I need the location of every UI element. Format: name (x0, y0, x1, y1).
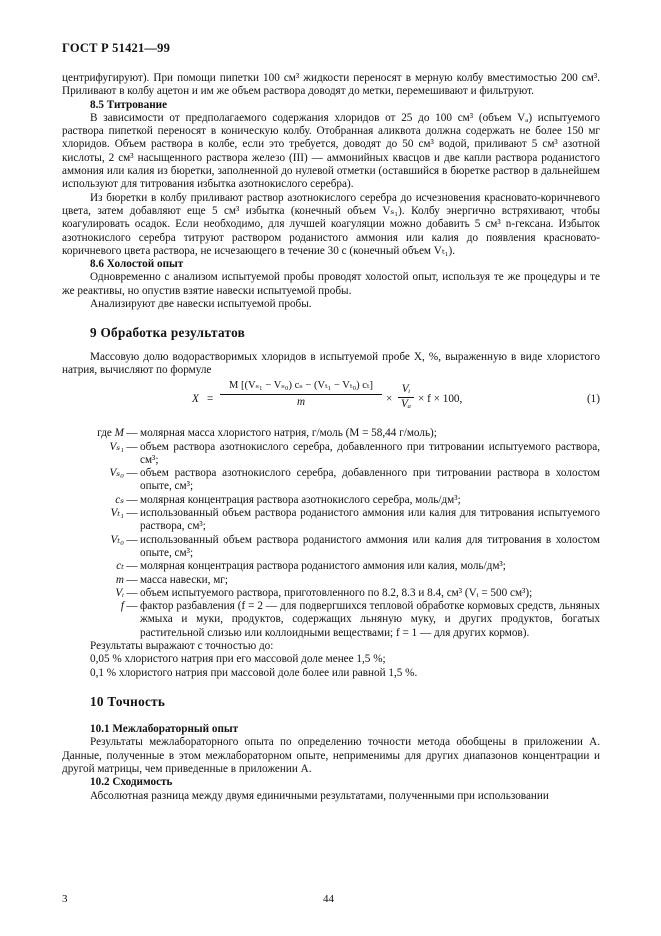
paragraph: Одновременно с анализом испытуемой пробы проводят холостой опыт, используя те же процедуры и те же реактивы, но опустив взятие навески испытуемой пробы. (62, 271, 600, 297)
definition-item (62, 574, 600, 587)
formula-rest: × f × 100, (418, 393, 463, 406)
footer-label: 3 (62, 893, 68, 905)
paragraph: Из бюретки в колбу приливают раствор азотнокислого серебра до исчезновения красновато-коричневого цвета, затем добавляют еще 5 см³ избытка (конечный объем Vₛ₁). Колбу энергично встряхивают, чтобы коагулировать осадок. Если необходимо, для лучшей коагуляции можно добавить 5 см³ n-гексана. Избыток азотнокислого серебра титруют раствором роданистого аммония или калия до появления красновато-коричневого цвета раствора, не исчезающего в течение 30 с (конечный объем Vₜ₁). (62, 191, 600, 257)
definition-dash: — (126, 560, 138, 573)
definition-symbol: m (115, 573, 124, 586)
definition-text: масса навески, мг; (140, 573, 228, 586)
definition-dash: — (126, 533, 138, 546)
definition-text: объем раствора азотнокислого серебра, добавленного при титровании испытуемого раствора, см³; (140, 440, 600, 466)
definition-item (62, 587, 600, 600)
definition-item (62, 494, 600, 507)
subsection-title: 8.6 Холостой опыт (90, 258, 184, 271)
paragraph: Абсолютная разница между двумя единичными результатами, полученными при использовании (90, 789, 549, 802)
definition-item (62, 600, 600, 640)
standard-header: ГОСТ Р 51421—99 (62, 41, 171, 55)
subsection-title: 10.2 Сходимость (90, 776, 173, 789)
definition-dash: — (126, 507, 138, 520)
definition-item (62, 427, 600, 440)
definitions-list (62, 427, 600, 640)
paragraph: 0,1 % хлористого натрия при массовой доле более или равной 1,5 %. (90, 666, 418, 679)
definition-symbol: Vₜ₀ (110, 533, 124, 546)
section-heading: 10 Точность (90, 693, 166, 709)
section-heading: 9 Обработка результатов (90, 325, 246, 341)
definition-item (62, 441, 600, 468)
definition-item (62, 507, 600, 534)
definition-text: объем испытуемого раствора, приготовленного по 8.2, 8.3 и 8.4, см³ (Vᵢ = 500 см³); (140, 586, 533, 599)
definition-text: объем раствора азотнокислого серебра, добавленного при титровании раствора в холостом опыте, см³; (140, 467, 600, 493)
definition-dash: — (126, 573, 138, 586)
definition-text: фактор разбавления (f = 2 — для подвергшихся тепловой обработке кормовых средств, льняных жмыха и муки, продуктов, содержащих льняную муку, и других продуктов, богатых растительной слизью или коллоидными веществами; f = 1 — для других кормов). (140, 600, 600, 639)
definition-text: молярная масса хлористого натрия, г/моль (M = 58,44 г/моль); (140, 427, 437, 440)
formula-times: × (386, 393, 393, 406)
definition-symbol: f (120, 600, 124, 613)
page-number: 44 (323, 893, 334, 905)
definition-item (62, 534, 600, 561)
definition-dash: — (126, 586, 138, 599)
definition-dash: — (126, 493, 138, 506)
definition-symbol: Vₛ₁ (109, 440, 124, 453)
paragraph: Результаты межлабораторного опыта по определению точности метода обобщены в приложении А. Данные, полученные в этом межлабораторном опыте, неприменимы для других диапазонов концентрации и другой матрицы, чем приведенные в приложении А. (62, 736, 600, 776)
definition-dash: — (126, 427, 138, 440)
formula-equals: = (207, 393, 214, 406)
paragraph: центрифугируют). При помощи пипетки 100 см³ жидкости переносят в мерную колбу вместимостью 200 см³. Приливают в колбу ацетон и им же объем раствора доводят до метки, перемешивают и фильтруют. (62, 72, 600, 98)
definition-text: молярная концентрация раствора азотнокислого серебра, моль/дм³; (140, 493, 461, 506)
ratio-denominator: Vₐ (400, 397, 412, 410)
formula-fraction (220, 379, 382, 409)
paragraph: Анализируют две навески испытуемой пробы. (90, 298, 312, 311)
subsection-title: 8.5 Титрование (90, 98, 168, 111)
definition-symbol: M (114, 427, 124, 440)
definition-symbol: Vₛ₀ (109, 467, 124, 480)
definition-dash: — (126, 467, 138, 480)
definition-text: молярная концентрация раствора роданистого аммония или калия, моль/дм³; (140, 560, 506, 573)
definition-symbol: Vᵢ (115, 586, 124, 599)
definition-symbol: cₜ (116, 560, 124, 573)
definition-item (62, 467, 600, 494)
formula-number: (1) (586, 393, 600, 406)
definition-symbol: cₛ (115, 493, 124, 506)
paragraph: Массовую долю водорастворимых хлоридов в испытуемой пробе X, %, выраженную в виде хлористого натрия, вычисляют по формуле (62, 350, 600, 376)
subsection-title: 10.1 Межлабораторный опыт (90, 723, 239, 736)
paragraph: Результаты выражают с точностью до: (90, 639, 274, 652)
definition-dash: — (126, 440, 138, 453)
paragraph: В зависимости от предполагаемого содержания хлоридов от 25 до 100 см³ (объем Vₐ) испытуемого раствора пипеткой переносят в коническую колбу. Отобранная аликвота должна содержать не более 150 мг хлоридов. Объем раствора в колбе, если это требуется, доводят до 50 см³ водой, приливают 5 см³ азотной кислоты, 2 см³ насыщенного раствора железо (III) — аммонийных квасцов и две капли раствора роданистого аммония или калия из бюретки, заполненной до нулевой отметки (оставшийся в бюретке раствор в дальнейшем используют для титрования избытка азотнокислого серебра). (62, 111, 600, 191)
paragraph: 0,05 % хлористого натрия при его массовой доле менее 1,5 %; (90, 653, 386, 666)
document-body (62, 72, 600, 803)
definition-symbol: Vₜ₁ (110, 507, 124, 520)
formula (62, 379, 600, 423)
formula-volume-ratio (398, 383, 414, 411)
where-label: где (97, 427, 112, 440)
ratio-numerator: Vᵢ (398, 383, 414, 397)
definition-item (62, 560, 600, 573)
formula-denominator: m (296, 395, 306, 408)
formula-lhs: X (192, 393, 199, 406)
definition-text: использованный объем раствора роданистого аммония или калия для титрования испытуемого раствора, см³; (140, 507, 600, 533)
definition-dash: — (126, 600, 138, 613)
formula-numerator: M [(Vₛ₁ − Vₛ₀) cₛ − (Vₜ₁ − Vₜ₀) cₜ] (220, 379, 382, 394)
definition-text: использованный объем раствора роданистого аммония или калия для титрования в холостом опыте, см³; (140, 533, 600, 559)
